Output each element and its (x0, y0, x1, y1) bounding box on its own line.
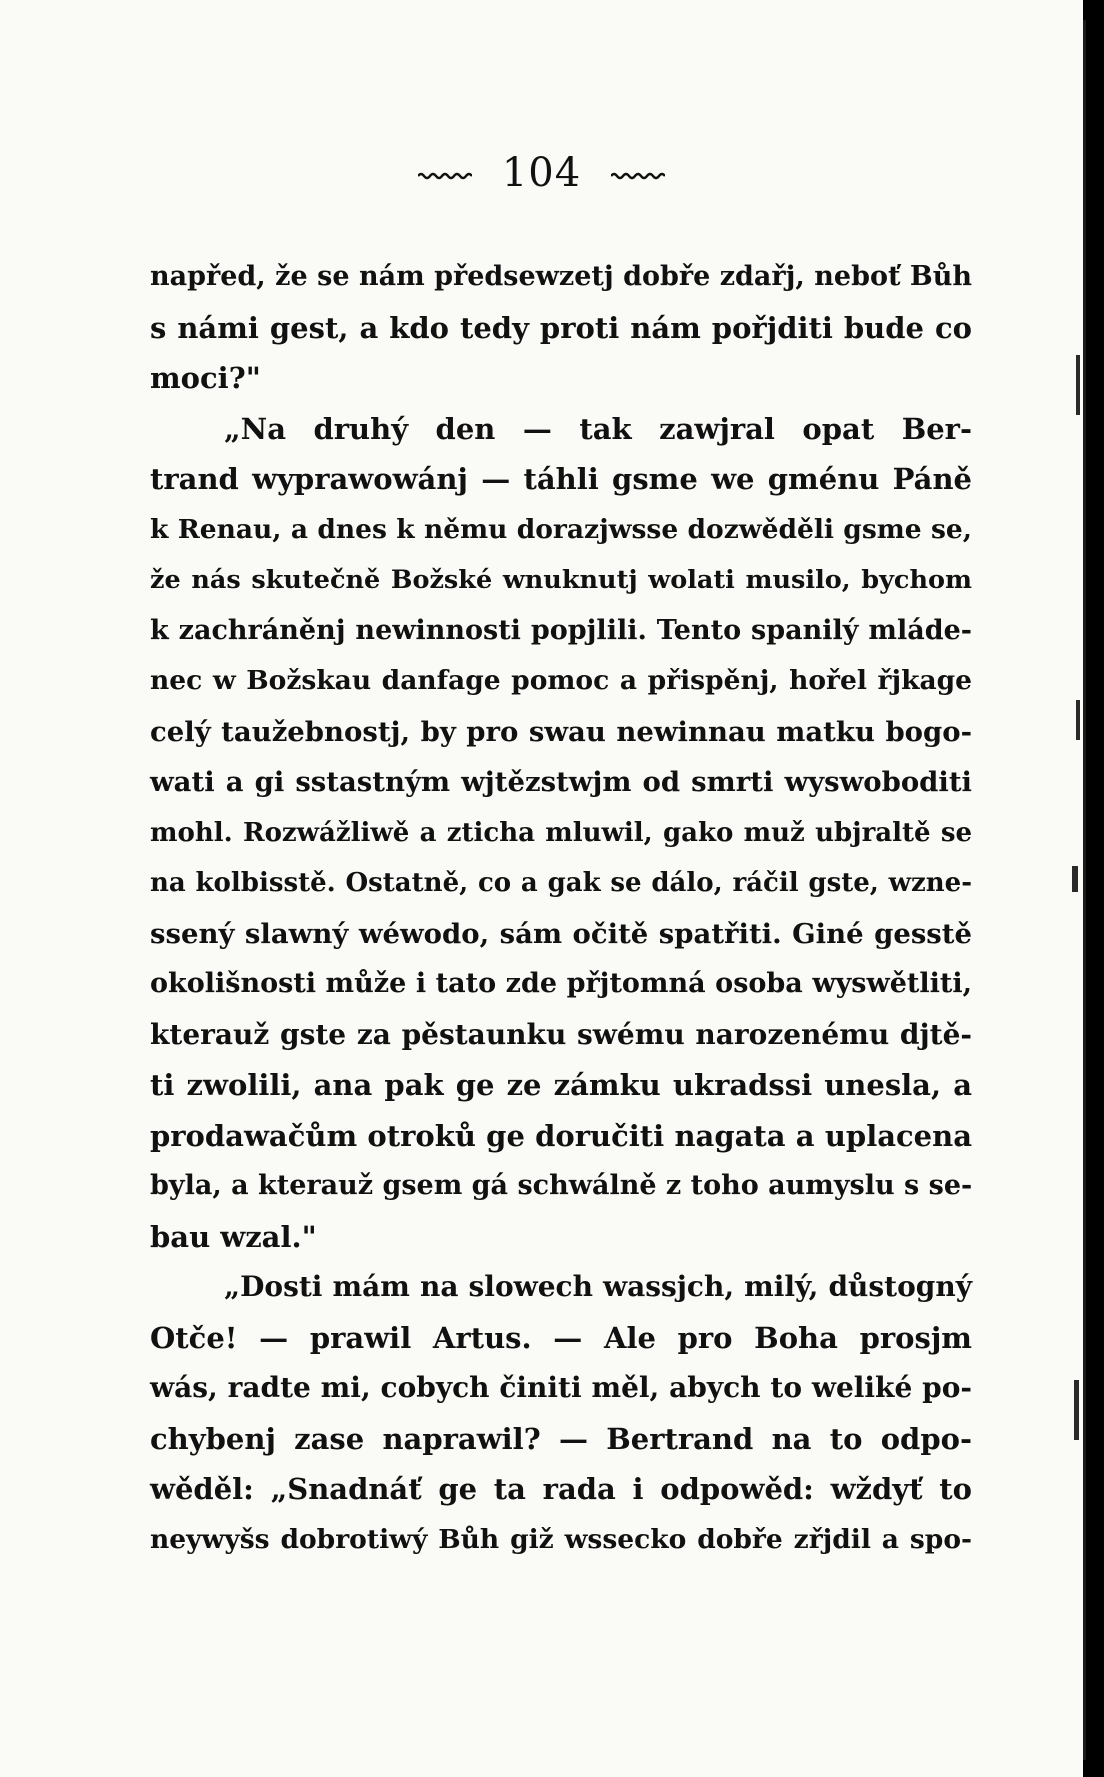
text-line: napřed, že se nám předsewzetj dobře zdařj, neboť Bůh (150, 261, 972, 292)
text-line: byla, a kterauž gsem gá schwálně z toho aumyslu s se- (150, 1170, 973, 1201)
text-line: kterauž gste za pěstaunku swému narozenému djtě- (150, 1017, 972, 1051)
text-line: „Na druhý den — tak zawjral opat Ber- (224, 411, 972, 446)
text-line: okolišnosti může i tato zde přjtomná osoba wyswětliti, (150, 968, 972, 999)
text-line: neywyšs dobrotiwý Bůh giž wssecko dobře zřjdil a spo- (150, 1523, 972, 1555)
text-line: chybenj zase naprawil? — Bertrand na to odpo- (150, 1421, 972, 1456)
text-line: nec w Božskau danfage pomoc a přispěnj, hořel řjkage (150, 665, 972, 696)
scan-mark (1076, 355, 1080, 415)
text-line: trand wyprawowánj — táhli gsme we gménu Páně (150, 462, 972, 496)
page-edge (1083, 0, 1104, 1777)
text-line: že nás skutečně Božské wnuknutj wolati musilo, bychom (150, 565, 972, 595)
text-line: „Dosti mám na slowech wassjch, milý, důstogný (224, 1270, 972, 1303)
text-line: wěděl: „Snadnáť ge ta rada i odpowěd: wždyť to (150, 1472, 972, 1506)
text-line: ssený slawný wéwodo, sám očitě spatřiti. Giné gesstě (150, 917, 972, 950)
text-line: na kolbisstě. Ostatně, co a gak se dálo, ráčil gste, wzne- (150, 868, 972, 898)
right-flourish-icon (611, 172, 665, 180)
text-line: k zachráněnj newinnosti popjlili. Tento spanilý mláde- (150, 614, 972, 646)
page-edge-rule (1083, 20, 1086, 1760)
text-line: k Renau, a dnes k němu dorazjwsse dozwěděli gsme se, (150, 513, 972, 545)
text-line: bau wzal." (150, 1219, 317, 1254)
page-number: 104 (501, 150, 582, 196)
text-line: mohl. Rozwážliwě a zticha mluwil, gako muž ubjraltě se (150, 817, 972, 848)
left-flourish-icon (418, 172, 472, 180)
text-line: Otče! — prawil Artus. — Ale pro Boha prosjm (150, 1320, 972, 1355)
scan-mark (1076, 700, 1080, 740)
scan-mark (1072, 866, 1078, 892)
text-line: ti zwolili, ana pak ge ze zámku ukradssi unesla, a (150, 1068, 972, 1102)
scan-mark (1074, 1380, 1079, 1440)
text-line: celý taužebnostj, by pro swau newinnau matku bogo- (150, 715, 972, 748)
text-line: s námi gest, a kdo tedy proti nám pořjditi bude co (150, 310, 972, 345)
text-line: prodawačům otroků ge doručiti nagata a uplacena (150, 1118, 972, 1153)
page-header (0, 150, 1083, 196)
text-line: moci?" (150, 361, 261, 395)
text-line: wás, radte mi, cobych činiti měl, abych to weliké po- (150, 1371, 972, 1404)
body-text (150, 252, 972, 1565)
text-line: wati a gi sstastným wjtězstwjm od smrti wyswoboditi (150, 766, 972, 798)
